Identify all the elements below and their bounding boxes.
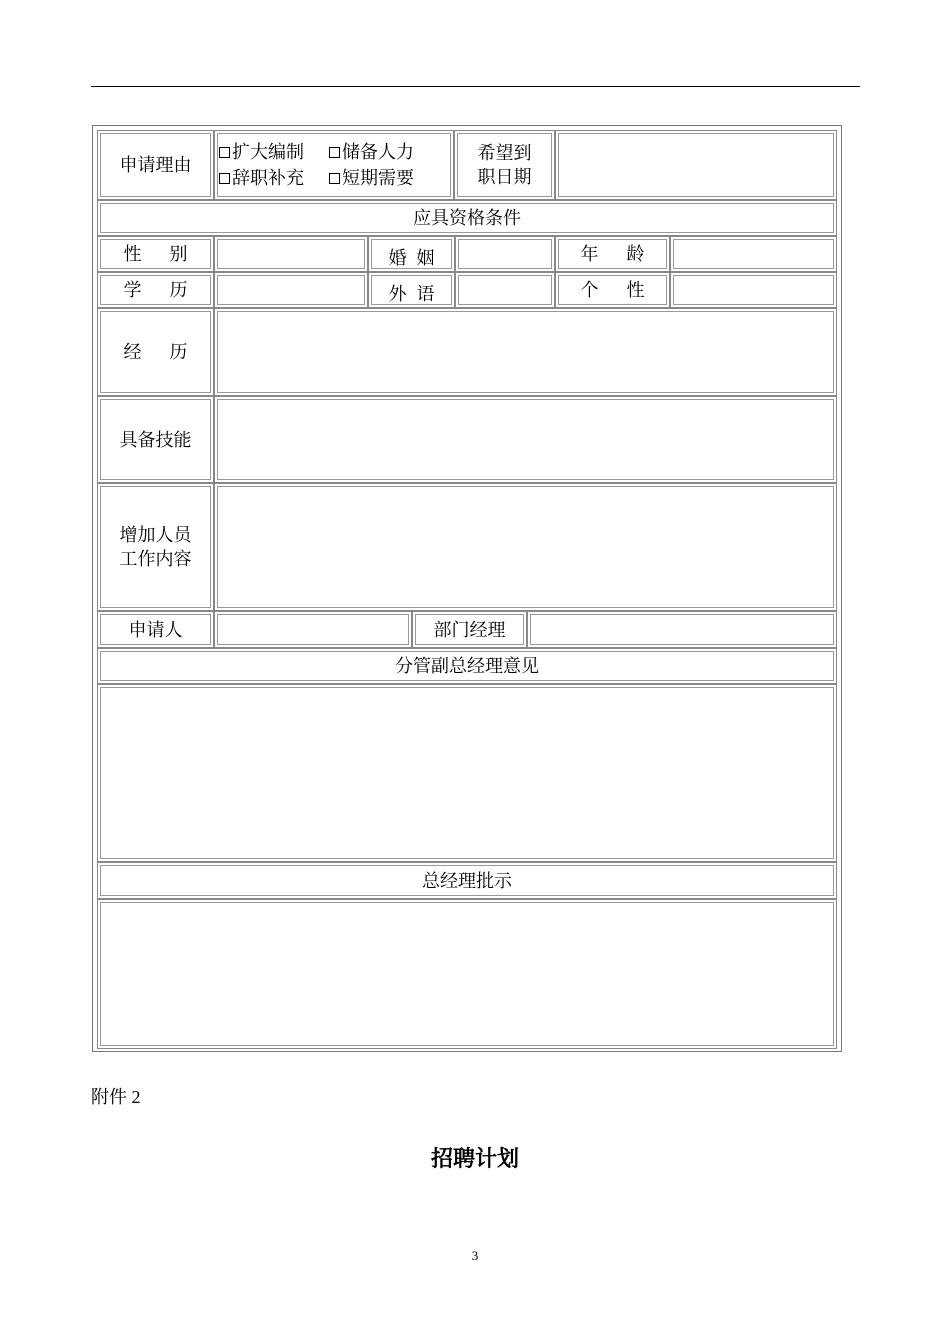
skills-label-cell <box>97 396 214 483</box>
skills-field[interactable] <box>214 396 837 483</box>
gm-approval-field[interactable] <box>97 899 837 1049</box>
applicant-field[interactable] <box>214 611 412 648</box>
reason-label-cell <box>97 130 214 200</box>
personality-label-cell <box>555 272 670 308</box>
page-number: 3 <box>471 1248 479 1263</box>
gm-approval-header: 总经理批示 <box>97 862 837 899</box>
gender-label-cell <box>97 236 214 272</box>
experience-label: 经 历 <box>123 342 188 362</box>
age-label: 年 龄 <box>580 244 645 264</box>
hope-date-label-cell <box>454 130 555 200</box>
hope-date-label-line1: 希望到 <box>477 143 532 163</box>
education-label: 学 历 <box>123 280 188 300</box>
reason-options-cell <box>214 130 454 200</box>
work-content-field[interactable] <box>214 483 837 611</box>
header-rule <box>91 86 860 87</box>
work-content-label-cell <box>97 483 214 611</box>
dept-manager-label-cell <box>412 611 527 648</box>
attachment-label: 附件 2 <box>91 1087 141 1107</box>
gender-field[interactable] <box>214 236 368 272</box>
deputy-opinion-field[interactable] <box>97 684 837 862</box>
checkbox-icon[interactable] <box>329 173 340 184</box>
work-content-label-line1: 增加人员 <box>119 525 192 545</box>
personality-field[interactable] <box>670 272 837 308</box>
checkbox-icon[interactable] <box>219 147 230 158</box>
age-field[interactable] <box>670 236 837 272</box>
education-label-cell <box>97 272 214 308</box>
applicant-label-cell <box>97 611 214 648</box>
hope-date-field[interactable] <box>555 130 837 200</box>
document-title: 招聘计划 <box>430 1147 519 1172</box>
applicant-label: 申请人 <box>128 619 183 640</box>
language-field[interactable] <box>455 272 555 308</box>
option-reserve-manpower[interactable]: 储备人力 <box>329 139 439 165</box>
checkbox-icon[interactable] <box>329 147 340 158</box>
language-label-cell <box>368 272 455 308</box>
marriage-field[interactable] <box>455 236 555 272</box>
option-resignation-replacement[interactable]: 辞职补充 <box>219 165 329 191</box>
education-field[interactable] <box>214 272 368 308</box>
option-short-term-need[interactable]: 短期需要 <box>329 165 439 191</box>
age-label-cell <box>555 236 670 272</box>
reason-label: 申请理由 <box>119 155 192 175</box>
dept-manager-field[interactable] <box>527 611 837 648</box>
recruitment-application-form <box>92 125 842 1052</box>
skills-label: 具备技能 <box>119 429 192 450</box>
marriage-label: 婚 姻 <box>388 248 435 268</box>
marriage-label-cell <box>368 236 455 272</box>
work-content-label-line2: 工作内容 <box>119 549 192 569</box>
gender-label: 性 别 <box>123 244 188 264</box>
experience-label-cell <box>97 308 214 396</box>
experience-field[interactable] <box>214 308 837 396</box>
checkbox-icon[interactable] <box>219 173 230 184</box>
option-expand-staffing[interactable]: 扩大编制 <box>219 139 329 165</box>
deputy-opinion-header: 分管副总经理意见 <box>97 648 837 684</box>
qualification-header: 应具资格条件 <box>97 200 837 236</box>
personality-label: 个 性 <box>580 280 645 300</box>
dept-manager-label: 部门经理 <box>433 619 506 640</box>
language-label: 外 语 <box>388 284 435 304</box>
hope-date-label-line2: 职日期 <box>477 167 532 187</box>
